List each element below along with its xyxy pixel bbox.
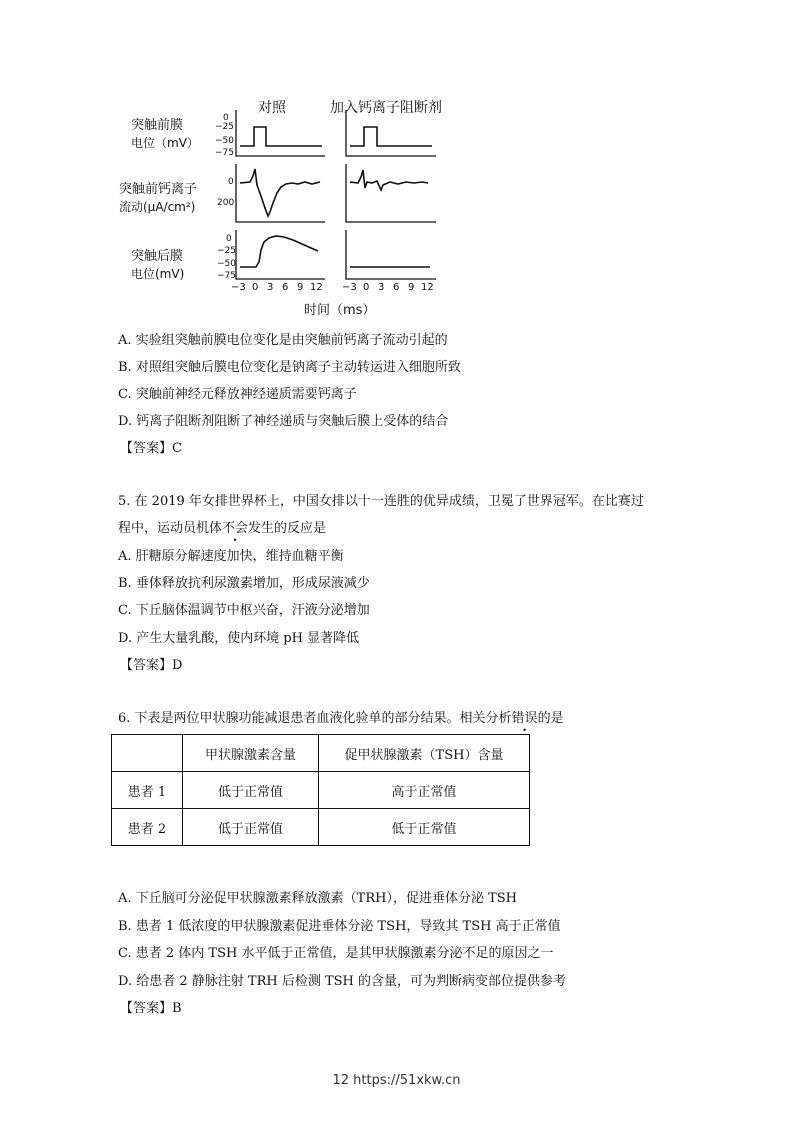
table-header-cell: 促甲状腺激素（TSH）含量: [319, 735, 530, 772]
figure-traces: [0, 0, 793, 320]
table-cell: 高于正常值: [319, 772, 530, 809]
row1-label-line1: 突触前膜: [131, 118, 184, 133]
axis-line: [236, 164, 325, 222]
q5-stem-line2: [118, 517, 326, 536]
q6-option-d: D. 给患者 2 静脉注射 TRH 后检测 TSH 的含量，可为判断病变部位提供参考: [118, 974, 566, 989]
lab-results-table: [111, 734, 530, 846]
row3-tick: 0: [226, 234, 232, 244]
row2-label-line1: 突触前钙离子: [119, 182, 198, 197]
q4-answer: 【答案】C: [120, 441, 182, 456]
row1-label-line2: 电位（mV）: [131, 136, 199, 150]
axis-line: [346, 164, 436, 222]
row2-tick: 0: [228, 177, 234, 187]
q6-emphasis: 错误: [511, 711, 538, 726]
q4-option-a: A. 实验组突触前膜电位变化是由突触前钙离子流动引起的: [118, 333, 448, 348]
x-tick: 6: [282, 282, 289, 293]
q6-stem-text: 的是: [537, 711, 564, 726]
row1-tick: −25: [215, 122, 234, 132]
q6-stem: [118, 707, 564, 726]
axis-line: [236, 110, 325, 156]
x-tick: −3: [231, 282, 246, 293]
x-tick: 9: [408, 282, 415, 293]
row3-label-line1: 突触后膜: [131, 249, 184, 264]
table-header-row: [112, 735, 530, 772]
x-tick: 12: [421, 282, 434, 293]
x-tick: 0: [252, 282, 259, 293]
row3-label-line2: 电位(mV): [131, 267, 185, 281]
row2-tick: 200: [217, 198, 235, 208]
axis-line: [346, 230, 436, 279]
q5-stem-text: 程中，运动员机体: [118, 521, 223, 536]
row1-tick: −50: [215, 136, 234, 146]
x-tick: 3: [378, 282, 385, 293]
table-row: [112, 772, 530, 809]
postsynaptic-trace-control: [240, 236, 318, 267]
table-row: [112, 809, 530, 846]
q5-stem-line1: 5. 在 2019 年女排世界杯上，中国女排以十一连胜的优异成绩，卫冕了世界冠军。在比赛过: [118, 494, 644, 509]
q6-option-a: A. 下丘脑可分泌促甲状腺激素释放激素（TRH），促进垂体分泌 TSH: [118, 891, 517, 906]
q6-option-b: B. 患者 1 低浓度的甲状腺激素促进垂体分泌 TSH，导致其 TSH 高于正常值: [118, 919, 561, 934]
x-tick: 0: [363, 282, 370, 293]
presynaptic-trace-blocker: [350, 127, 432, 146]
table-cell: 患者 1: [112, 772, 183, 809]
row3-tick: −50: [217, 259, 236, 269]
q4-option-c: C. 突触前神经元释放神经递质需要钙离子: [118, 387, 357, 402]
q4-option-b: B. 对照组突触后膜电位变化是钠离子主动转运进入细胞所致: [118, 360, 461, 375]
q4-option-d: D. 钙离子阻断剂阻断了神经递质与突触后膜上受体的结合: [118, 414, 449, 429]
table-header-cell: 甲状腺激素含量: [183, 735, 319, 772]
row2-label-line2: 流动(μA/cm²): [119, 200, 196, 214]
presynaptic-trace-control: [240, 127, 322, 146]
table-cell: 患者 2: [112, 809, 183, 846]
table-cell: 低于正常值: [319, 809, 530, 846]
q5-answer: 【答案】D: [120, 658, 183, 673]
table-cell: 低于正常值: [183, 809, 319, 846]
axis-line: [346, 110, 436, 156]
calcium-trace-control: [240, 169, 320, 216]
calcium-trace-blocker: [350, 170, 428, 190]
row3-tick: −75: [217, 271, 236, 281]
q5-stem-text: 发生的反应是: [248, 521, 327, 536]
q6-stem-text: 6. 下表是两位甲状腺功能减退患者血液化验单的部分结果。相关分析: [118, 711, 512, 726]
x-tick: 6: [393, 282, 400, 293]
q5-option-b: B. 垂体释放抗利尿激素增加，形成尿液减少: [118, 576, 370, 591]
row3-tick: −25: [217, 246, 236, 256]
col-title-blocker: 加入钙离子阻断剂: [330, 100, 442, 116]
q6-option-c: C. 患者 2 体内 TSH 水平低于正常值，是其甲状腺激素分泌不足的原因之一: [118, 946, 554, 961]
table-header-cell: [112, 735, 183, 772]
q5-option-a: A. 肝糖原分解速度加快，维持血糖平衡: [118, 549, 344, 564]
table-cell: 低于正常值: [183, 772, 319, 809]
q5-option-c: C. 下丘脑体温调节中枢兴奋，汗液分泌增加: [118, 603, 370, 618]
q6-answer: 【答案】B: [120, 1001, 182, 1016]
x-axis-label: 时间（ms）: [304, 303, 376, 318]
x-tick: 9: [297, 282, 304, 293]
q5-option-d: D. 产生大量乳酸，使内环境 pH 显著降低: [118, 631, 360, 646]
page-footer: 12 https://51xkw.cn: [332, 1073, 461, 1088]
row1-tick: 0: [223, 113, 229, 123]
q5-emphasis: 不会: [222, 521, 249, 536]
x-tick: 12: [310, 282, 323, 293]
x-tick: −3: [342, 282, 357, 293]
x-tick: 3: [267, 282, 274, 293]
row1-tick: −75: [215, 148, 234, 158]
col-title-control: 对照: [258, 100, 286, 116]
